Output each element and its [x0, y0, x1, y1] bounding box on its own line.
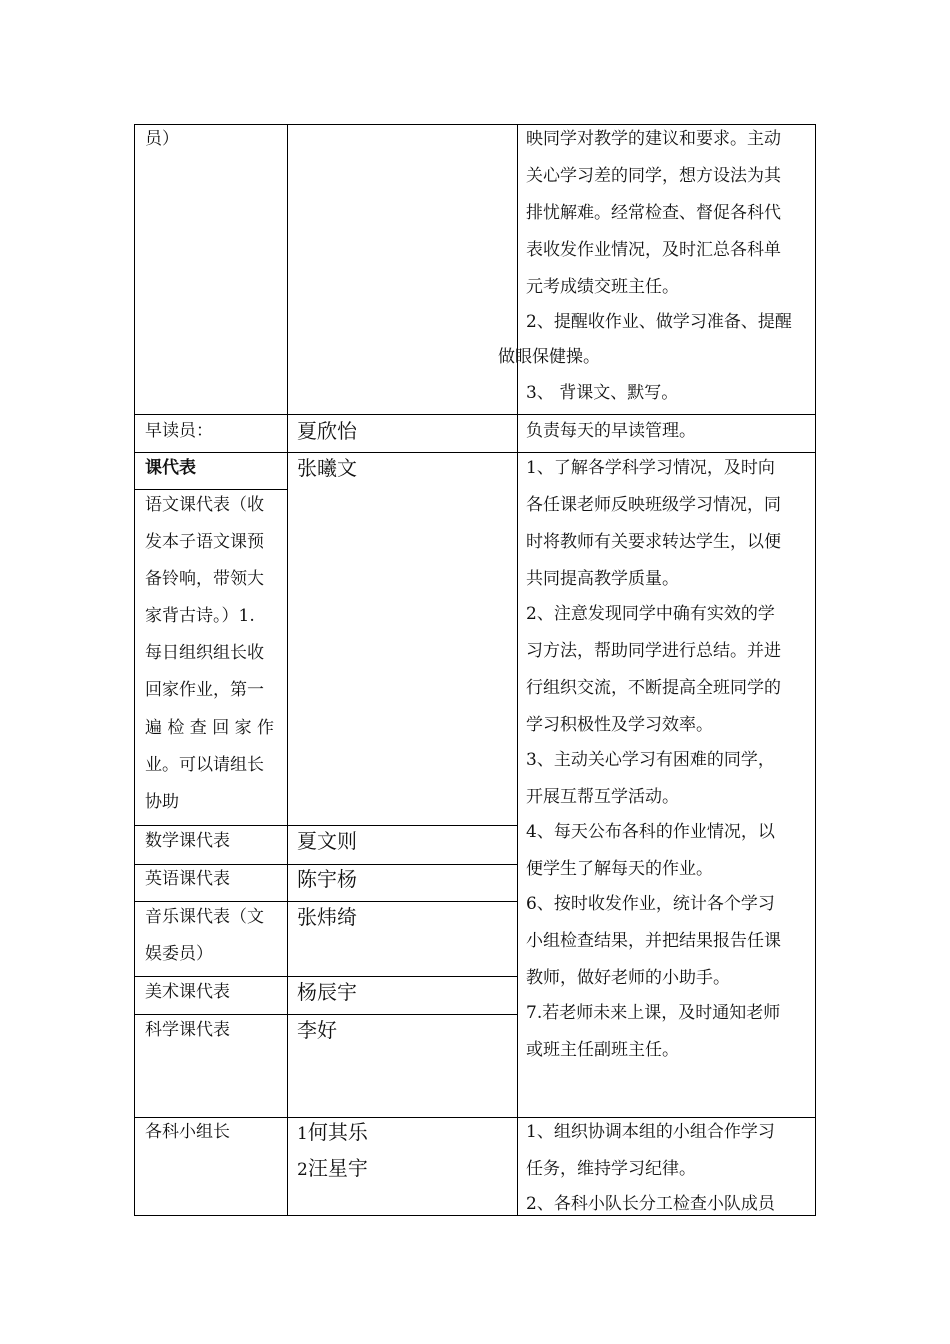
math-rep-name: 夏文则	[297, 829, 357, 853]
duty-line: 2、各科小队长分工检查小队成员	[526, 1194, 775, 1214]
row-top-label: 员）	[145, 129, 179, 149]
reader-name: 夏欣怡	[297, 419, 357, 443]
group-leader-1	[297, 1114, 368, 1153]
group-leader-2	[297, 1150, 368, 1189]
duty-line: 开展互帮互学活动。	[526, 787, 679, 807]
table-divider-col1	[287, 124, 288, 1216]
reader-duty: 负责每天的早读管理。	[526, 421, 696, 441]
desc-line: 发本子语文课预	[145, 532, 264, 552]
duty-line: 3、 背课文、默写。	[526, 383, 679, 403]
duty-line: 1、了解各学科学习情况，及时向	[526, 458, 775, 478]
science-rep-name: 李好	[297, 1018, 337, 1042]
desc-line: 遍 检 查 回 家 作	[145, 718, 275, 738]
group-leader-number: 1	[297, 1124, 308, 1144]
duty-line: 2、提醒收作业、做学习准备、提醒	[526, 312, 792, 332]
science-rep-role: 科学课代表	[145, 1020, 230, 1040]
duty-line: 映同学对教学的建议和要求。主动	[526, 129, 781, 149]
english-rep-role: 英语课代表	[145, 869, 230, 889]
english-rep-name: 陈宇杨	[297, 867, 357, 891]
duty-line: 任务，维持学习纪律。	[526, 1159, 696, 1179]
desc-line: 家背古诗。）1.	[145, 606, 255, 626]
duty-line: 小组检查结果，并把结果报告任课	[526, 931, 781, 951]
duty-line: 1、组织协调本组的小组合作学习	[526, 1122, 775, 1142]
duty-line: 4、每天公布各科的作业情况，以	[526, 822, 775, 842]
desc-line: 语文课代表（收	[145, 495, 264, 515]
group-leader-name: 汪星宇	[307, 1156, 368, 1180]
duty-line: 便学生了解每天的作业。	[526, 859, 713, 879]
desc-line: 回家作业，第一	[145, 680, 264, 700]
group-leader-number: 2	[297, 1160, 308, 1180]
duty-line: 共同提高教学质量。	[526, 569, 679, 589]
group-leader-name: 何其乐	[307, 1120, 368, 1144]
duty-line: 行组织交流，不断提高全班同学的	[526, 678, 781, 698]
duty-line: 2、注意发现同学中确有实效的学	[526, 604, 775, 624]
reader-role: 早读员：	[145, 421, 213, 441]
duty-line: 7.若老师未来上课，及时通知老师	[526, 1003, 781, 1023]
math-rep-role: 数学课代表	[145, 831, 230, 851]
duty-line: 表收发作业情况，及时汇总各科单	[526, 240, 781, 260]
duty-line: 习方法，帮助同学进行总结。并进	[526, 641, 781, 661]
duty-line: 排忧解难。经常检查、督促各科代	[526, 203, 781, 223]
duty-line: 元考成绩交班主任。	[526, 277, 679, 297]
art-rep-name: 杨辰宇	[297, 980, 357, 1004]
reps-header-name: 张曦文	[297, 456, 357, 480]
music-rep-name: 张炜绮	[297, 905, 357, 929]
duty-line: 教师，做好老师的小助手。	[526, 968, 730, 988]
desc-line: 业。可以请组长	[145, 755, 264, 775]
duty-line: 学习积极性及学习效率。	[526, 715, 713, 735]
desc-line: 协助	[145, 792, 179, 812]
duty-line: 6、按时收发作业，统计各个学习	[526, 894, 775, 914]
table-border-right	[815, 124, 816, 1216]
desc-line: 每日组织组长收	[145, 643, 264, 663]
table-border-left	[134, 124, 135, 1216]
row-divider-1	[134, 414, 816, 415]
music-rep-role: 娱委员）	[145, 944, 213, 964]
group-leaders-role: 各科小组长	[145, 1122, 230, 1142]
duty-line: 时将教师有关要求转达学生，以便	[526, 532, 781, 552]
duty-line: 各任课老师反映班级学习情况，同	[526, 495, 781, 515]
desc-line: 备铃响，带领大	[145, 569, 264, 589]
music-rep-role: 音乐课代表（文	[145, 907, 264, 927]
duty-line: 关心学习差的同学，想方设法为其	[526, 166, 781, 186]
art-rep-role: 美术课代表	[145, 982, 230, 1002]
reps-header: 课代表	[145, 458, 196, 478]
table-divider-col2	[517, 124, 518, 1216]
duty-line: 3、主动关心学习有困难的同学，	[526, 750, 775, 770]
duty-line: 或班主任副班主任。	[526, 1040, 679, 1060]
duty-line: 做眼保健操。	[498, 347, 600, 367]
